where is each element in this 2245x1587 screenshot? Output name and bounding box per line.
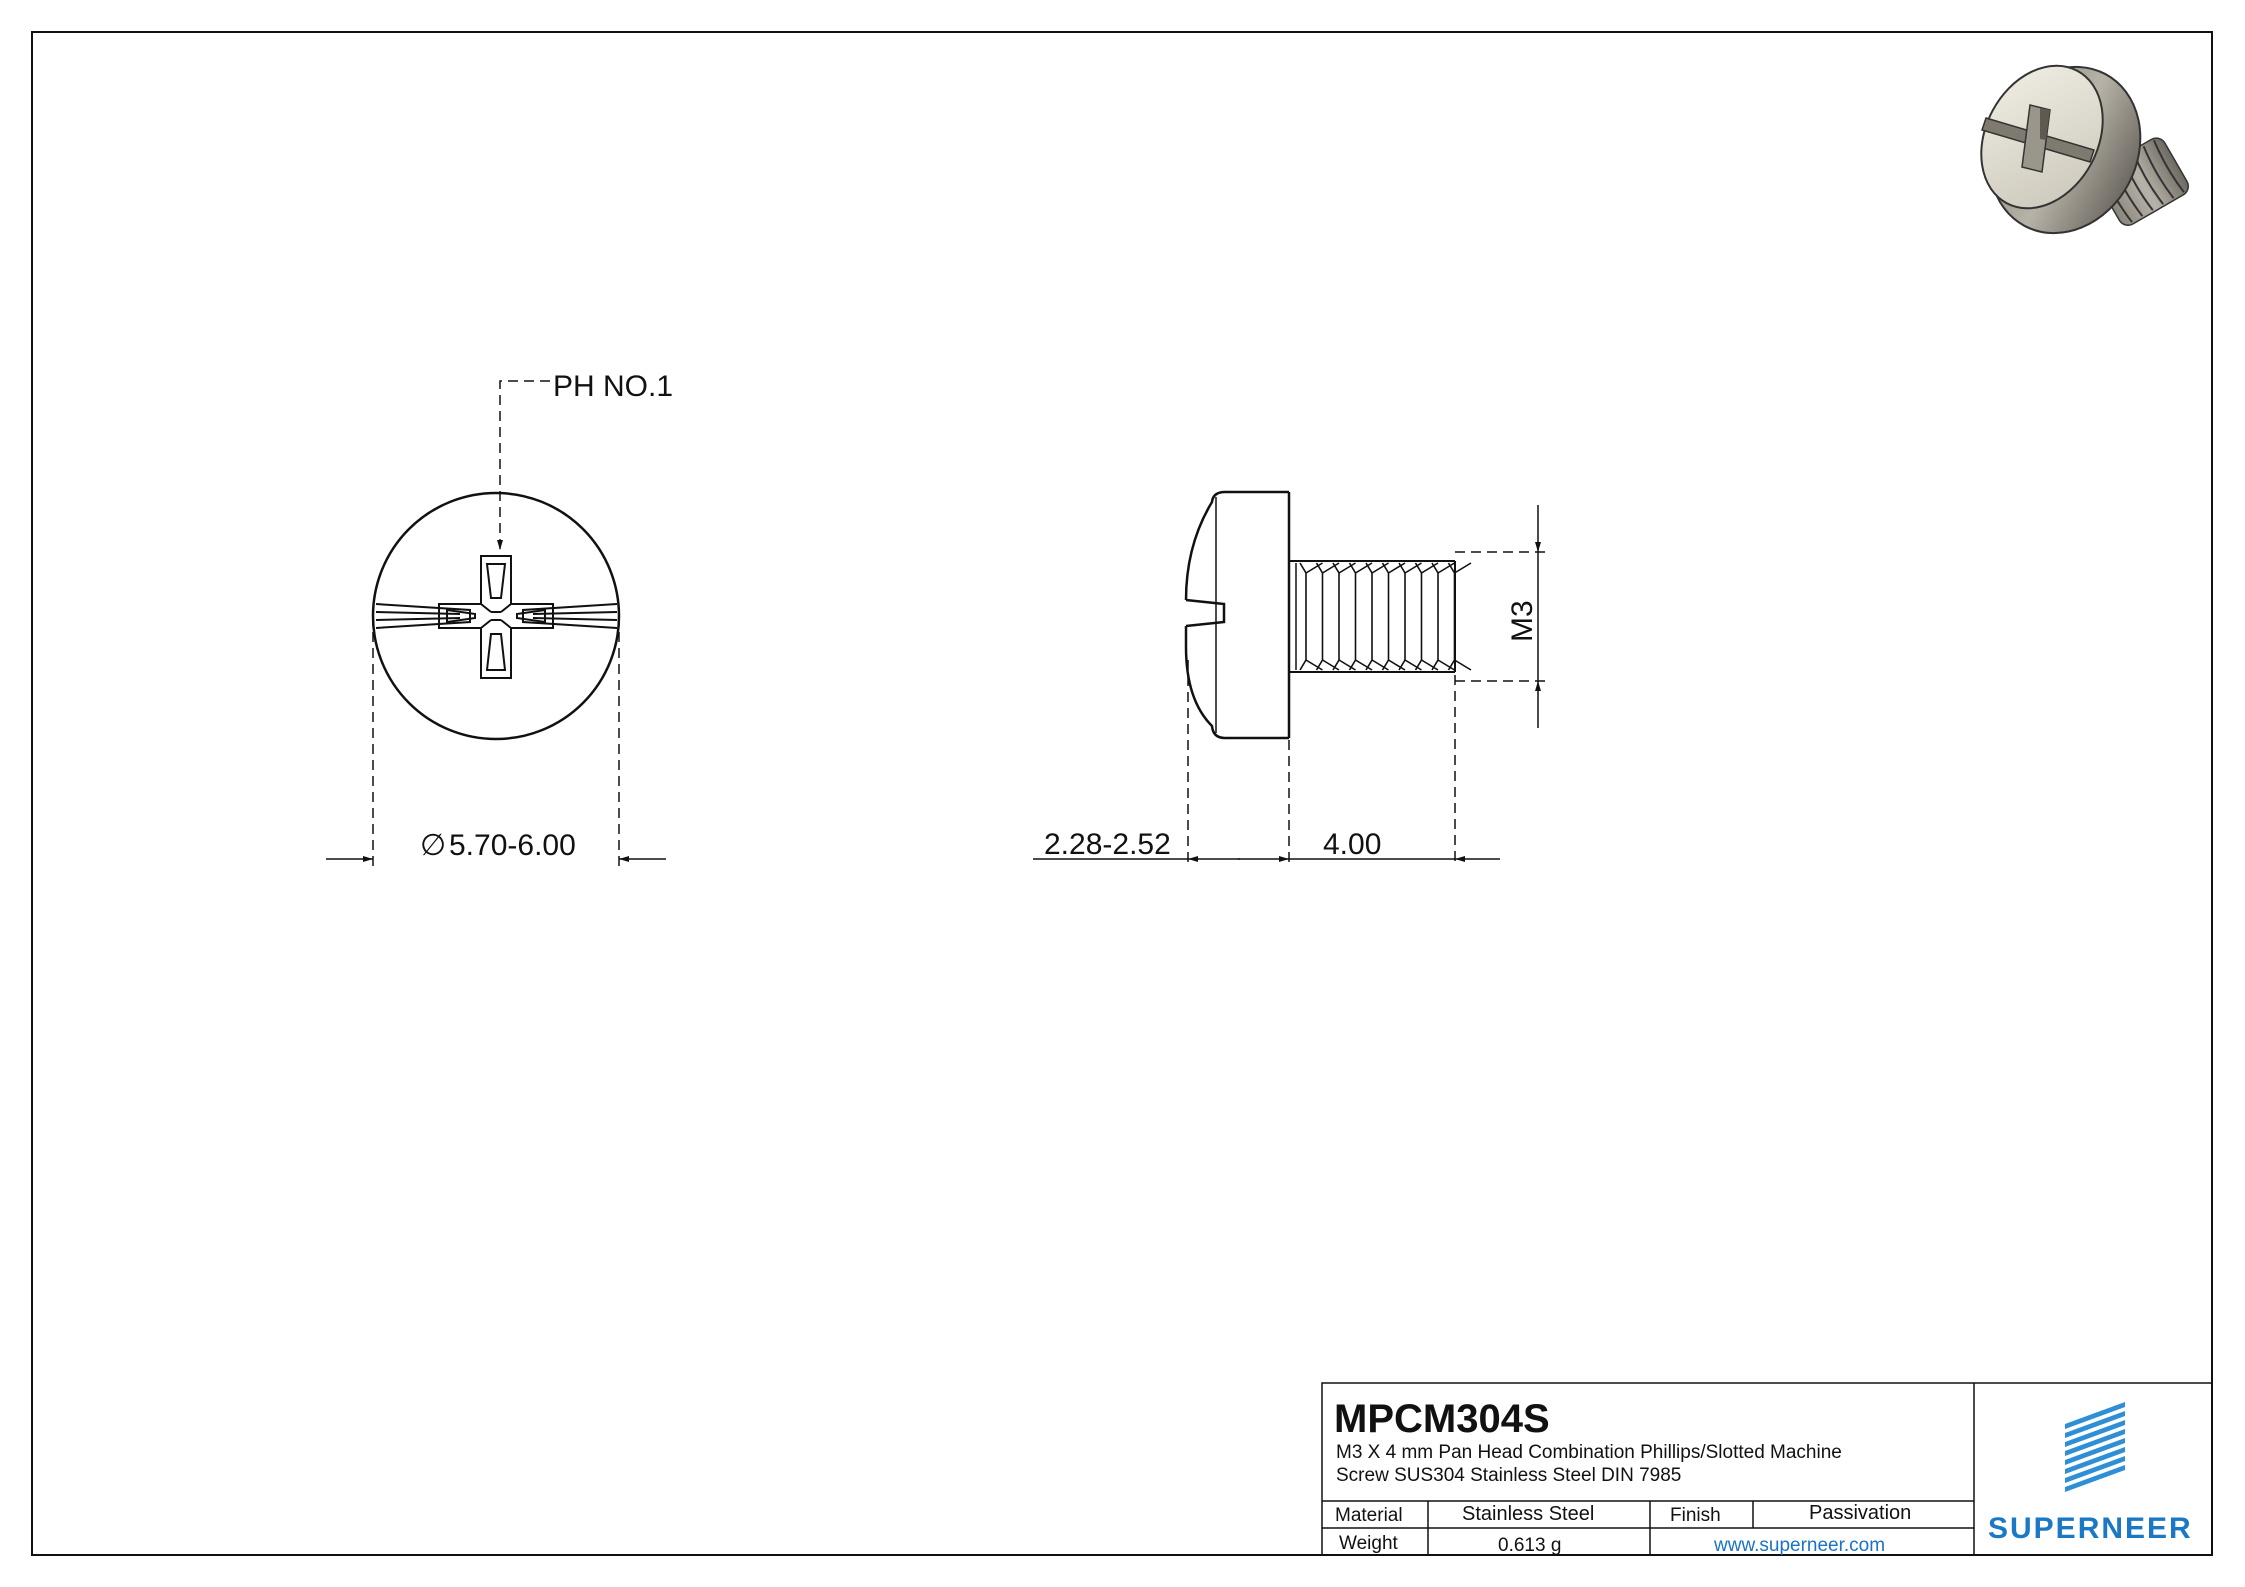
thread-crest bbox=[1455, 563, 1472, 573]
dim-head-diameter: 5.70-6.00 bbox=[449, 829, 576, 862]
thread-tooth bbox=[1432, 563, 1438, 670]
drive-callout-leader bbox=[500, 381, 550, 550]
finish-label: Finish bbox=[1670, 1505, 1721, 1526]
thread-tooth bbox=[1366, 563, 1372, 670]
weight-value: 0.613 g bbox=[1498, 1535, 1562, 1556]
weight-label: Weight bbox=[1339, 1533, 1398, 1554]
drive-callout-text: PH NO.1 bbox=[553, 370, 674, 403]
description-line-2: Screw SUS304 Stainless Steel DIN 7985 bbox=[1336, 1465, 1682, 1486]
material-value: Stainless Steel bbox=[1462, 1503, 1595, 1525]
brand-name: SUPERNEER bbox=[1988, 1512, 2193, 1545]
thread-tooth bbox=[1317, 563, 1323, 670]
thread-tooth bbox=[1350, 563, 1356, 670]
thread-tooth bbox=[1416, 563, 1422, 670]
side-view bbox=[1186, 492, 1455, 740]
thread-tooth bbox=[1383, 563, 1389, 670]
finish-value: Passivation bbox=[1809, 1502, 1912, 1524]
dim-thread: M3 bbox=[1506, 600, 1539, 642]
dim-length: 4.00 bbox=[1323, 828, 1382, 861]
screw-3d-preview bbox=[1957, 40, 2192, 259]
material-label: Material bbox=[1335, 1505, 1403, 1526]
website-link[interactable]: www.superneer.com bbox=[1714, 1535, 1886, 1556]
front-view bbox=[373, 493, 619, 739]
thread-lines bbox=[1300, 563, 1471, 670]
thread-crest bbox=[1455, 660, 1472, 670]
thread-tooth bbox=[1449, 563, 1455, 670]
superneer-logo-icon bbox=[2065, 1402, 2125, 1492]
thread-tooth bbox=[1300, 563, 1306, 670]
description-line-1: M3 X 4 mm Pan Head Combination Phillips/Slotted Machine bbox=[1336, 1442, 1842, 1463]
dim-head-height: 2.28-2.52 bbox=[1044, 828, 1171, 861]
sheet-border bbox=[32, 32, 2212, 1555]
thread-tooth bbox=[1399, 563, 1405, 670]
part-number: MPCM304S bbox=[1334, 1397, 1550, 1441]
diameter-symbol: ∅ bbox=[420, 829, 447, 862]
thread-tooth bbox=[1333, 563, 1339, 670]
